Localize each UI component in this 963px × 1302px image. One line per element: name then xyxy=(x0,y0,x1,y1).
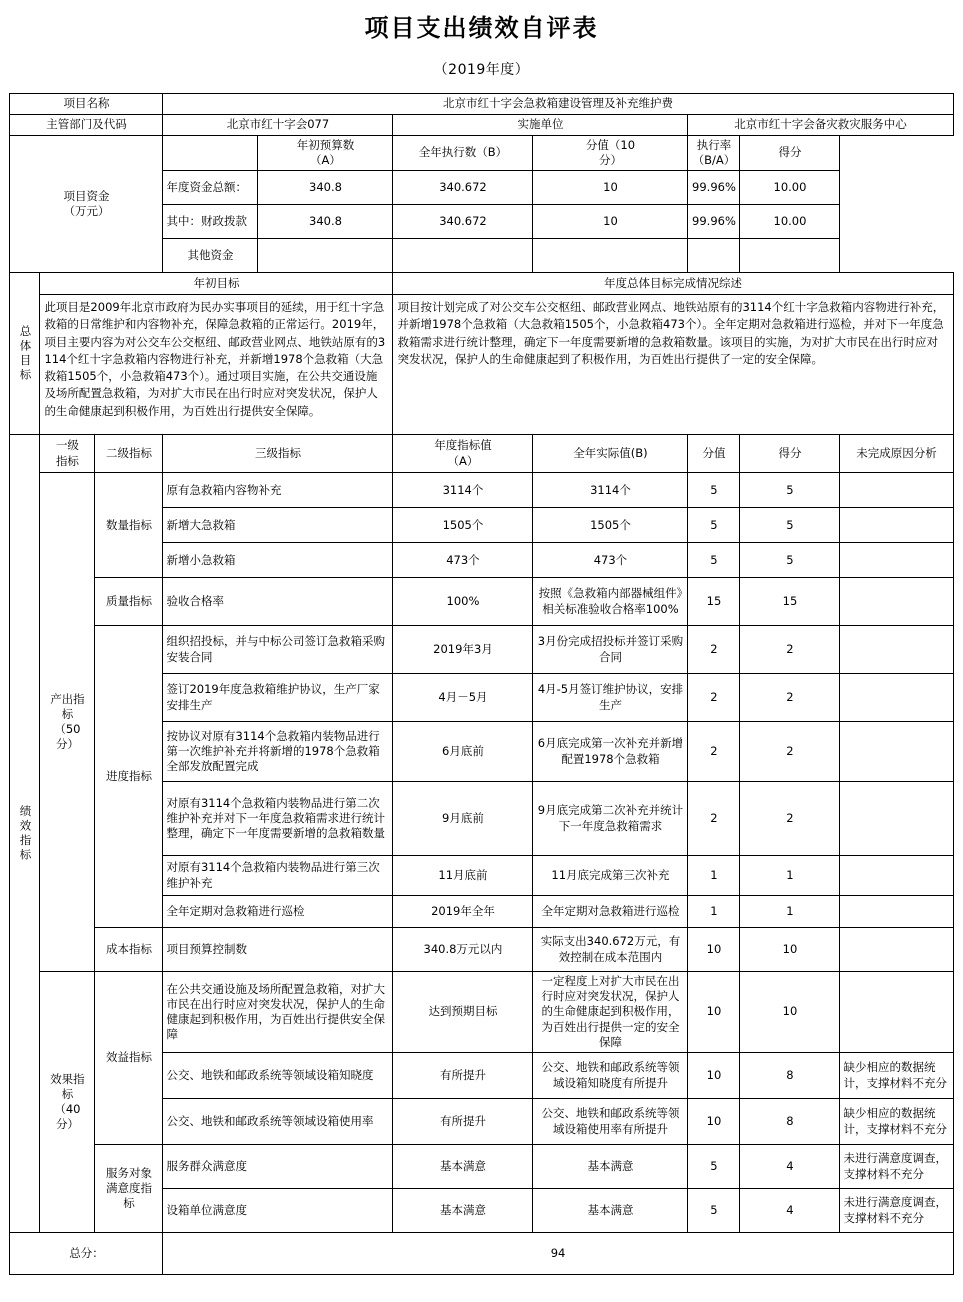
indicator-weight-4: 2 xyxy=(688,626,740,674)
indicator-score-5: 2 xyxy=(740,674,840,722)
indicator-level3-2: 新增小急救箱 xyxy=(163,543,393,578)
indicator-actual-8: 11月底完成第三次补充 xyxy=(533,856,688,896)
indicator-level3-9: 全年定期对急救箱进行巡检 xyxy=(163,896,393,928)
indicator-level3-1: 新增大急救箱 xyxy=(163,508,393,543)
table-row-indicator-10 xyxy=(10,928,953,972)
indicator-level3-11: 在公共交通设施及场所配置急救箱，对扩大市民在出行时应对突发状况，保护人的生命健康起到积极作用，为百姓出行提供安全保障 xyxy=(163,972,393,1053)
indicator-reason-12: 缺少相应的数据统计，支撑材料不充分 xyxy=(840,1053,953,1099)
indicator-reason-7 xyxy=(840,782,953,856)
indicator-score-10: 10 xyxy=(740,928,840,972)
funds-rate-1: 99.96% xyxy=(688,205,740,239)
funds-col-budget: 年初预算数 （A） xyxy=(258,135,393,170)
overall-summary-label: 年度总体目标完成情况综述 xyxy=(393,273,953,295)
indicator-weight-11: 10 xyxy=(688,972,740,1053)
indicator-weight-8: 1 xyxy=(688,856,740,896)
indicator-level3-13: 公交、地铁和邮政系统等领域设箱使用率 xyxy=(163,1099,393,1145)
funds-exec-0: 340.672 xyxy=(393,171,533,205)
indicator-reason-6 xyxy=(840,722,953,782)
total-score-label: 总分： xyxy=(10,1233,163,1275)
funds-budget-0: 340.8 xyxy=(258,171,393,205)
indicator-reason-15: 未进行满意度调查，支撑材料不充分 xyxy=(840,1189,953,1233)
funds-row-label-0: 年度资金总额： xyxy=(163,171,258,205)
indicator-score-4: 2 xyxy=(740,626,840,674)
indicator-reason-4 xyxy=(840,626,953,674)
indicator-target-11: 达到预期目标 xyxy=(393,972,533,1053)
indicator-weight-0: 5 xyxy=(688,473,740,508)
indicator-level2-cost: 成本指标 xyxy=(95,928,163,972)
total-score-value: 94 xyxy=(163,1233,953,1275)
indicator-level2-benefit: 效益指标 xyxy=(95,972,163,1145)
overall-summary-text: 项目按计划完成了对公交车公交枢纽、邮政营业网点、地铁站原有的3114个红十字急救箱内容物进行补充，并新增1978个急救箱（大急救箱1505个，小急救箱473个）。全年定期对急救箱进行巡检，并对下一年度急救箱需求进行统计整理，确定下一年度需要新增的急救箱数量。该项目的实施，为对扩大市民在出行时应对突发状况，保护人的生命健康起到了积极作用，为百姓出行提供了一定的安全保障。 xyxy=(393,295,953,435)
indicator-level3-7: 对原有3114个急救箱内装物品进行第二次维护补充并对下一年度急救箱需求进行统计整理，确定下一年度需要新增的急救箱数量 xyxy=(163,782,393,856)
indicator-target-12: 有所提升 xyxy=(393,1053,533,1099)
indicator-level3-10: 项目预算控制数 xyxy=(163,928,393,972)
funds-exec-2 xyxy=(393,239,533,273)
indicator-score-14: 4 xyxy=(740,1145,840,1189)
funds-name-blank-cell xyxy=(163,135,258,170)
indicator-col-level3: 三级指标 xyxy=(163,435,393,473)
overall-initial-goal-text: 此项目是2009年北京市政府为民办实事项目的延续，用于红十字急救箱的日常维护和内容物补充，保障急救箱的正常运行。2019年，项目主要内容为对公交车公交枢纽、邮政营业网点、地铁站原有的3114个红十字急救箱内容物进行补充，并新增1978个急救箱（大急救箱1505个，小急救箱473个）。通过项目实施，在公共交通设施及场所配置急救箱，为对扩大市民在出行时应对突发状况，保护人的生命健康起到积极作用，为百姓出行提供安全保障。 xyxy=(40,295,393,435)
indicator-level3-4: 组织招投标，并与中标公司签订急救箱采购安装合同 xyxy=(163,626,393,674)
funds-side-label: 项目资金 （万元） xyxy=(10,135,163,272)
indicator-actual-14: 基本满意 xyxy=(533,1145,688,1189)
indicator-col-reason: 未完成原因分析 xyxy=(840,435,953,473)
indicator-reason-9 xyxy=(840,896,953,928)
indicator-weight-13: 10 xyxy=(688,1099,740,1145)
table-row-project-name xyxy=(10,93,953,114)
funds-weight-2 xyxy=(533,239,688,273)
indicator-level3-6: 按协议对原有3114个急救箱内装物品进行第一次维护补充并将新增的1978个急救箱全部发放配置完成 xyxy=(163,722,393,782)
indicator-level3-3: 验收合格率 xyxy=(163,578,393,626)
indicator-weight-1: 5 xyxy=(688,508,740,543)
indicator-col-actual: 全年实际值(B) xyxy=(533,435,688,473)
indicator-col-level1: 一级 指标 xyxy=(40,435,95,473)
implementation-unit-label: 实施单位 xyxy=(393,114,688,135)
indicator-reason-13: 缺少相应的数据统计，支撑材料不充分 xyxy=(840,1099,953,1145)
indicator-actual-15: 基本满意 xyxy=(533,1189,688,1233)
indicator-target-8: 11月底前 xyxy=(393,856,533,896)
funds-rate-0: 99.96% xyxy=(688,171,740,205)
project-name-label: 项目名称 xyxy=(10,93,163,114)
indicator-reason-5 xyxy=(840,674,953,722)
indicator-target-3: 100% xyxy=(393,578,533,626)
indicator-target-1: 1505个 xyxy=(393,508,533,543)
evaluation-table xyxy=(9,93,953,1275)
indicator-weight-3: 15 xyxy=(688,578,740,626)
indicator-score-7: 2 xyxy=(740,782,840,856)
indicator-target-10: 340.8万元以内 xyxy=(393,928,533,972)
indicator-level3-12: 公交、地铁和邮政系统等领域设箱知晓度 xyxy=(163,1053,393,1099)
indicator-level3-8: 对原有3114个急救箱内装物品进行第三次维护补充 xyxy=(163,856,393,896)
indicator-target-0: 3114个 xyxy=(393,473,533,508)
indicator-level1-output: 产出指 标 （50 分） xyxy=(40,473,95,972)
indicator-level1-effect: 效果指 标 （40 分） xyxy=(40,972,95,1233)
funds-weight-0: 10 xyxy=(533,171,688,205)
funds-row-label-1: 其中：财政拨款 xyxy=(163,205,258,239)
indicator-actual-0: 3114个 xyxy=(533,473,688,508)
table-row-overall-text xyxy=(10,295,953,435)
table-row-indicator-11 xyxy=(10,972,953,1053)
table-row-indicator-0 xyxy=(10,473,953,508)
indicator-weight-7: 2 xyxy=(688,782,740,856)
table-row-indicator-3 xyxy=(10,578,953,626)
project-name-value: 北京市红十字会急救箱建设管理及补充维护费 xyxy=(163,93,953,114)
funds-budget-1: 340.8 xyxy=(258,205,393,239)
indicator-target-9: 2019年全年 xyxy=(393,896,533,928)
indicator-actual-13: 公交、地铁和邮政系统等领域设箱使用率有所提升 xyxy=(533,1099,688,1145)
indicators-side-label: 绩效指标 xyxy=(10,435,40,1233)
indicator-score-6: 2 xyxy=(740,722,840,782)
indicator-reason-11 xyxy=(840,972,953,1053)
indicator-score-3: 15 xyxy=(740,578,840,626)
funds-score-0: 10.00 xyxy=(740,171,840,205)
page-subtitle: （2019年度） xyxy=(433,61,530,78)
indicator-score-8: 1 xyxy=(740,856,840,896)
table-row-funds-header xyxy=(10,135,953,170)
indicator-level2-quality: 质量指标 xyxy=(95,578,163,626)
indicator-weight-15: 5 xyxy=(688,1189,740,1233)
indicator-weight-2: 5 xyxy=(688,543,740,578)
funds-score-1: 10.00 xyxy=(740,205,840,239)
indicator-reason-2 xyxy=(840,543,953,578)
indicator-level3-14: 服务群众满意度 xyxy=(163,1145,393,1189)
indicator-actual-1: 1505个 xyxy=(533,508,688,543)
indicator-weight-5: 2 xyxy=(688,674,740,722)
indicator-actual-6: 6月底完成第一次补充并新增配置1978个急救箱 xyxy=(533,722,688,782)
department-label: 主管部门及代码 xyxy=(10,114,163,135)
indicator-reason-3 xyxy=(840,578,953,626)
indicator-reason-10 xyxy=(840,928,953,972)
table-row-indicator-14 xyxy=(10,1145,953,1189)
indicator-col-weight: 分值 xyxy=(688,435,740,473)
overall-initial-goal-label: 年初目标 xyxy=(40,273,393,295)
indicator-actual-12: 公交、地铁和邮政系统等领域设箱知晓度有所提升 xyxy=(533,1053,688,1099)
table-row-indicator-4 xyxy=(10,626,953,674)
funds-col-score: 得分 xyxy=(740,135,840,170)
indicator-score-13: 8 xyxy=(740,1099,840,1145)
indicator-actual-9: 全年定期对急救箱进行巡检 xyxy=(533,896,688,928)
indicator-target-7: 9月底前 xyxy=(393,782,533,856)
indicator-level3-5: 签订2019年度急救箱维护协议，生产厂家安排生产 xyxy=(163,674,393,722)
indicator-score-1: 5 xyxy=(740,508,840,543)
indicator-level2-quantity: 数量指标 xyxy=(95,473,163,578)
indicator-col-score: 得分 xyxy=(740,435,840,473)
funds-rate-2 xyxy=(688,239,740,273)
indicator-reason-0 xyxy=(840,473,953,508)
indicator-level3-0: 原有急救箱内容物补充 xyxy=(163,473,393,508)
indicator-reason-8 xyxy=(840,856,953,896)
funds-budget-2 xyxy=(258,239,393,273)
funds-exec-1: 340.672 xyxy=(393,205,533,239)
indicator-weight-9: 1 xyxy=(688,896,740,928)
indicator-target-13: 有所提升 xyxy=(393,1099,533,1145)
indicator-level3-15: 设箱单位满意度 xyxy=(163,1189,393,1233)
indicator-reason-1 xyxy=(840,508,953,543)
indicator-weight-12: 10 xyxy=(688,1053,740,1099)
indicator-weight-6: 2 xyxy=(688,722,740,782)
funds-row-label-2: 其他资金 xyxy=(163,239,258,273)
indicator-target-15: 基本满意 xyxy=(393,1189,533,1233)
table-row-indicator-header xyxy=(10,435,953,473)
indicator-target-2: 473个 xyxy=(393,543,533,578)
indicator-score-12: 8 xyxy=(740,1053,840,1099)
indicator-actual-11: 一定程度上对扩大市民在出行时应对突发状况，保护人的生命健康起到积极作用，为百姓出行提供一定的安全保障 xyxy=(533,972,688,1053)
indicator-col-target: 年度指标值 （A） xyxy=(393,435,533,473)
indicator-actual-2: 473个 xyxy=(533,543,688,578)
overall-side-label: 总体目标 xyxy=(10,273,40,435)
indicator-weight-10: 10 xyxy=(688,928,740,972)
funds-col-weight: 分值（10 分） xyxy=(533,135,688,170)
indicator-score-9: 1 xyxy=(740,896,840,928)
indicator-level2-progress: 进度指标 xyxy=(95,626,163,928)
indicator-target-6: 6月底前 xyxy=(393,722,533,782)
indicator-score-0: 5 xyxy=(740,473,840,508)
indicator-reason-14: 未进行满意度调查，支撑材料不充分 xyxy=(840,1145,953,1189)
indicator-score-11: 10 xyxy=(740,972,840,1053)
indicator-target-5: 4月－5月 xyxy=(393,674,533,722)
indicator-col-level2: 二级指标 xyxy=(95,435,163,473)
funds-col-rate: 执行率（B/A） xyxy=(688,135,740,170)
indicator-target-4: 2019年3月 xyxy=(393,626,533,674)
table-row-department xyxy=(10,114,953,135)
table-row-overall-header xyxy=(10,273,953,295)
indicator-score-15: 4 xyxy=(740,1189,840,1233)
page-title: 项目支出绩效自评表 xyxy=(364,14,599,42)
department-value: 北京市红十字会077 xyxy=(163,114,393,135)
indicator-level2-satisfaction: 服务对象 满意度指 标 xyxy=(95,1145,163,1233)
indicator-actual-7: 9月底完成第二次补充并统计下一年度急救箱需求 xyxy=(533,782,688,856)
table-row-total-score xyxy=(10,1233,953,1275)
funds-col-execution: 全年执行数（B） xyxy=(393,135,533,170)
funds-weight-1: 10 xyxy=(533,205,688,239)
indicator-actual-5: 4月-5月签订维护协议，安排生产 xyxy=(533,674,688,722)
indicator-actual-4: 3月份完成招投标并签订采购合同 xyxy=(533,626,688,674)
indicator-actual-3: 按照《急救箱内部器械组件》相关标准验收合格率100% xyxy=(533,578,688,626)
indicator-weight-14: 5 xyxy=(688,1145,740,1189)
implementation-unit-value: 北京市红十字会备灾救灾服务中心 xyxy=(688,114,953,135)
indicator-actual-10: 实际支出340.672万元，有效控制在成本范围内 xyxy=(533,928,688,972)
funds-score-2 xyxy=(740,239,840,273)
indicator-score-2: 5 xyxy=(740,543,840,578)
indicator-target-14: 基本满意 xyxy=(393,1145,533,1189)
